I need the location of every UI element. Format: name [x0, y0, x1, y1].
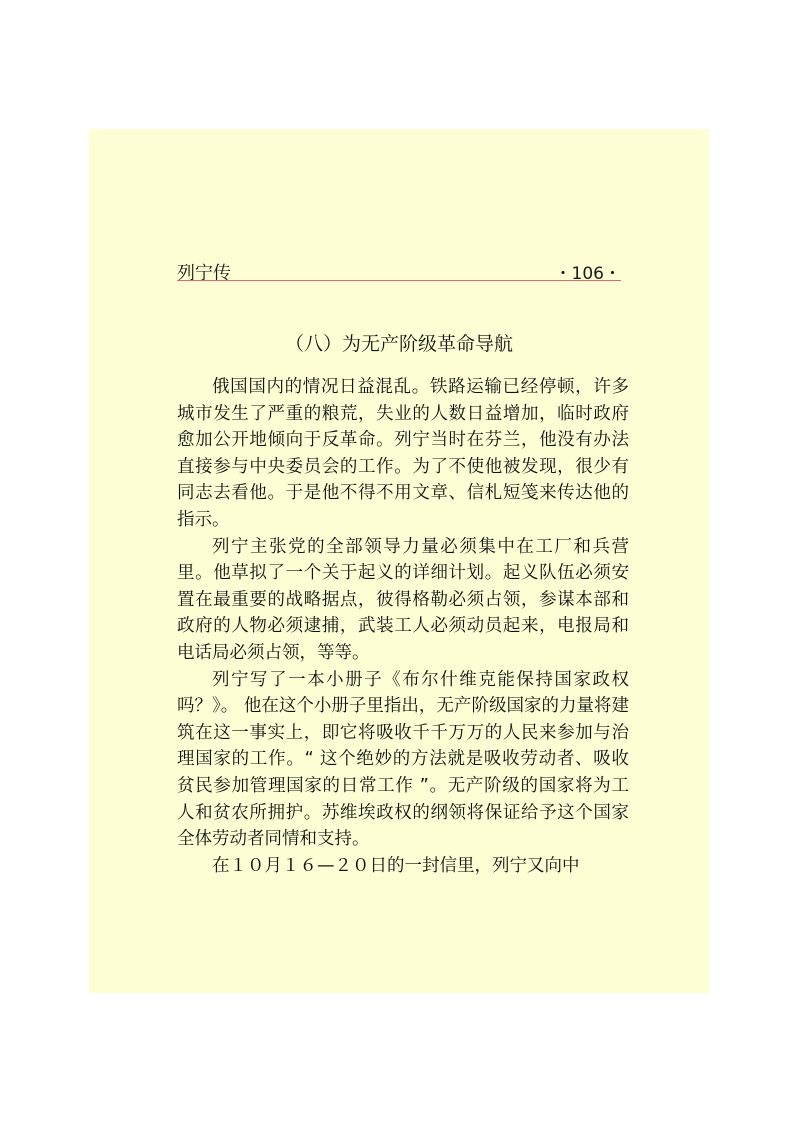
book-page	[89, 129, 709, 993]
running-head	[177, 263, 621, 285]
paragraph: 列宁写了一本小册子《布尔什维克能保持国家政权吗？》。 他在这个小册子里指出，无产阶级国家的力量将建筑在这一事实上，即它将吸收千千万万的人民来参加与治理国家的工作。“ 这个绝妙的方法就是吸收劳动者、吸收贫民参加管理国家的日常工作 ”。无产阶级的国家将为工人和贫农所拥护。苏维埃政权的纲领将保证给予这个国家全体劳动者同情和支持。	[177, 669, 629, 850]
body-text	[177, 374, 629, 879]
header-rule	[177, 280, 621, 281]
paragraph: 列宁主张党的全部领导力量必须集中在工厂和兵营里。他草拟了一个关于起义的详细计划。起义队伍必须安置在最重要的战略据点，彼得格勒必须占领，参谋本部和政府的人物必须逮捕，武装工人必须动员起来，电报局和电话局必须占领，等等。	[177, 536, 629, 663]
paragraph: 俄国国内的情况日益混乱。铁路运输已经停顿，许多城市发生了严重的粮荒，失业的人数日益增加，临时政府愈加公开地倾向于反革命。列宁当时在芬兰，他没有办法直接参与中央委员会的工作。为了不使他被发现，很少有同志去看他。于是他不得不用文章、信札短笺来传达他的指示。	[177, 377, 629, 530]
section-heading: （八）为无产阶级革命导航	[284, 333, 513, 355]
paragraph: 在１０月１６—２０日的一封信里，列宁又向中	[212, 855, 580, 876]
page-number: ・106・	[554, 264, 621, 284]
book-title: 列宁传	[177, 263, 231, 284]
